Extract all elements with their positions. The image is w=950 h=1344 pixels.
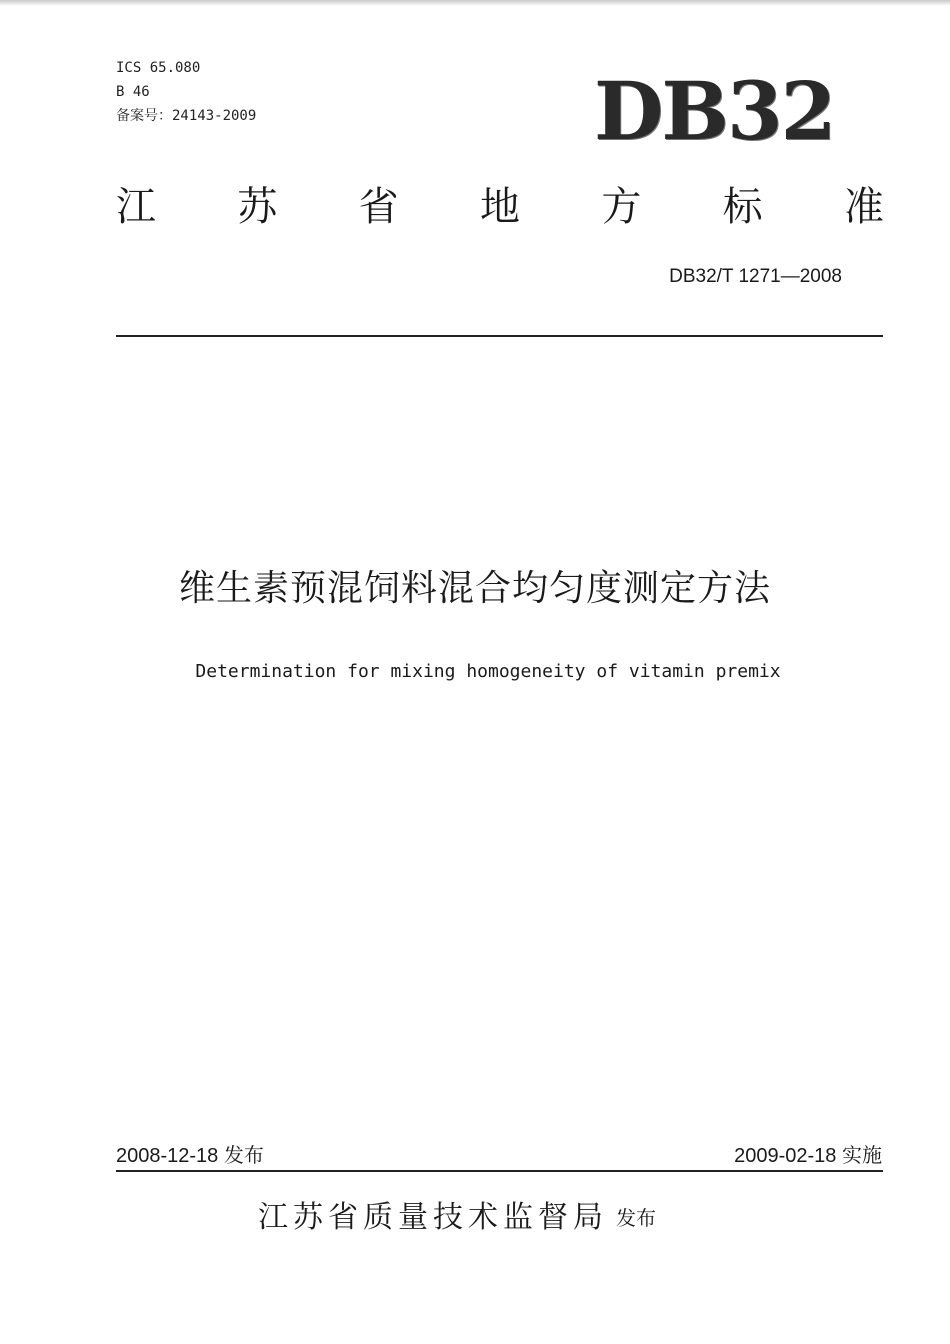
implementation-date: 2009-02-18 实施 — [734, 1145, 882, 1167]
document-title-chinese: 维生素预混饲料混合均匀度测定方法 — [178, 568, 771, 609]
standard-type-char: 省 — [358, 184, 399, 230]
issuing-authority — [258, 1198, 656, 1238]
standard-number: DB32/T 1271—2008 — [669, 266, 842, 287]
classification-block — [116, 56, 256, 128]
ics-code: ICS 65.080 — [116, 60, 201, 76]
standard-type-char: 地 — [479, 184, 520, 230]
category-code: B 46 — [116, 84, 150, 100]
record-number: 备案号：24143-2009 — [116, 108, 257, 124]
top-divider — [116, 335, 883, 337]
standard-type-char: 准 — [843, 184, 884, 230]
standard-type-char: 标 — [722, 184, 763, 230]
standard-type-char: 苏 — [237, 184, 278, 230]
bottom-divider — [116, 1170, 883, 1172]
document-title-english: Determination for mixing homogeneity of vitamin premix — [195, 661, 781, 682]
standard-type-char: 方 — [601, 184, 642, 230]
issuer-suffix: 发布 — [616, 1206, 656, 1230]
db32-mark: DB32 — [594, 64, 835, 158]
scan-edge — [0, 0, 950, 6]
issuer-name: 江苏省质量技术监督局 — [258, 1200, 608, 1235]
standard-type-heading — [116, 182, 884, 232]
standard-type-char: 江 — [116, 184, 156, 230]
issue-date: 2008-12-18 发布 — [116, 1145, 264, 1167]
